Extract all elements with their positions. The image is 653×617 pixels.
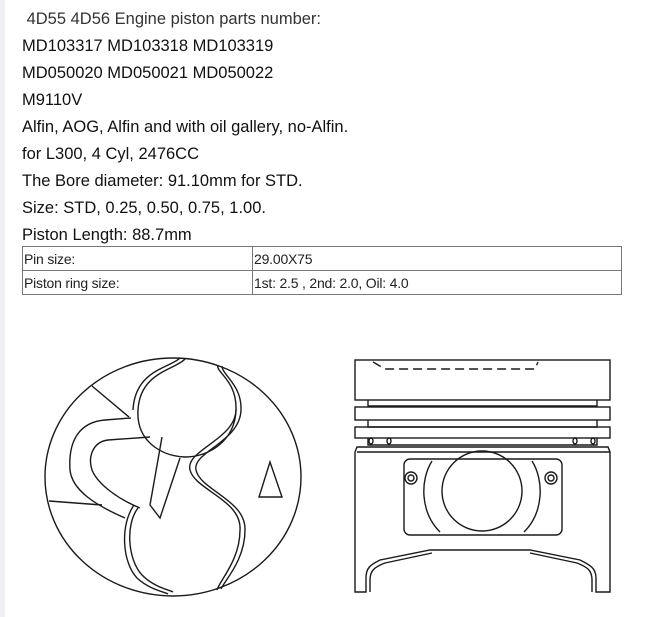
part-numbers-line-1: MD103317 MD103318 MD103319 [22, 37, 274, 55]
table-row [23, 271, 622, 295]
piston-length-line: Piston Length: 88.7mm [22, 226, 192, 244]
spec-table [22, 246, 622, 295]
table-row [23, 247, 622, 271]
sizes-line: Size: STD, 0.25, 0.50, 0.75, 1.00. [22, 199, 266, 217]
piston-top-view-drawing [0, 340, 320, 617]
pin-size-value: 29.00X75 [253, 247, 622, 271]
ring-size-value: 1st: 2.5 , 2nd: 2.0, Oil: 4.0 [253, 271, 622, 295]
ring-size-label: Piston ring size: [23, 271, 253, 295]
part-numbers-line-2: MD050020 MD050021 MD050022 [22, 64, 274, 82]
piston-side-view-drawing [340, 340, 640, 617]
product-description [22, 6, 348, 249]
piston-types-line: Alfin, AOG, Alfin and with oil gallery, no-Alfin. [22, 118, 349, 136]
pin-size-label: Pin size: [23, 247, 253, 271]
part-number-line-3: M9110V [22, 91, 83, 109]
description-title: 4D55 4D56 Engine piston parts number: [22, 10, 322, 28]
bore-diameter-line: The Bore diameter: 91.10mm for STD. [22, 172, 303, 190]
vehicle-application-line: for L300, 4 Cyl, 2476CC [22, 145, 200, 163]
